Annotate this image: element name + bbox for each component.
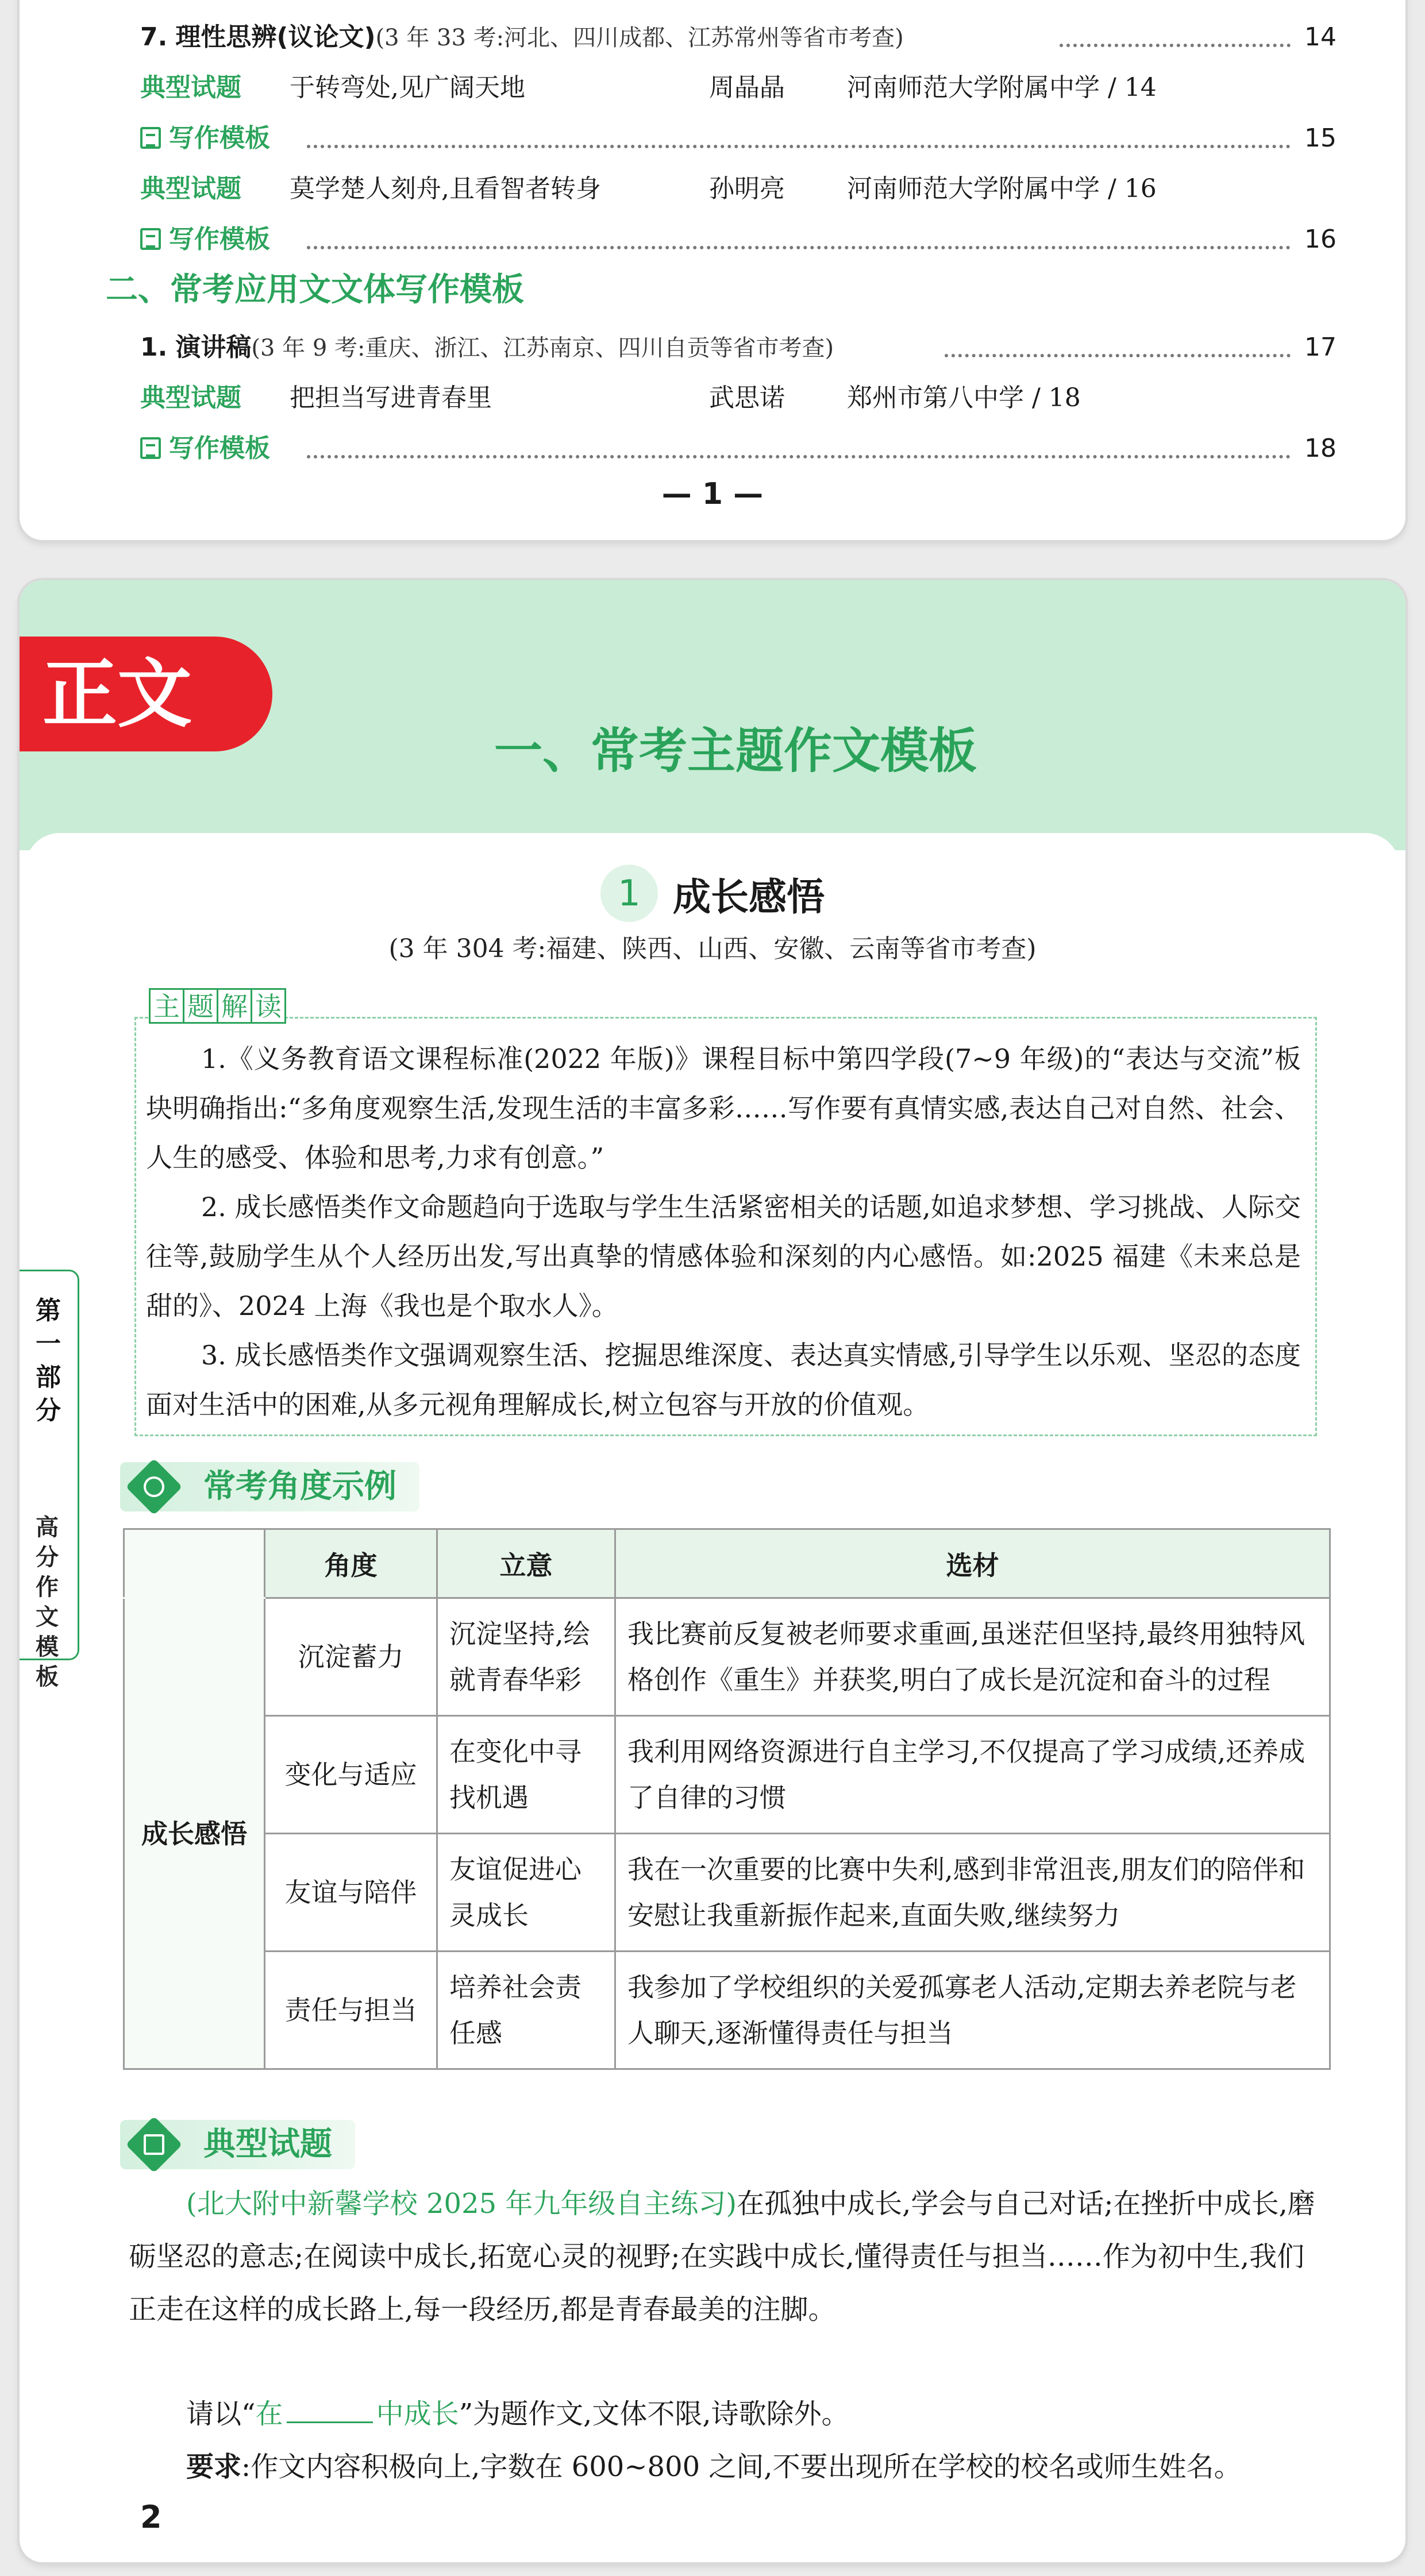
entry-note: (3 年 9 考:重庆、浙江、江苏南京、四川自贡等省市考查) xyxy=(251,335,834,361)
header-angle: 角度 xyxy=(265,1529,437,1598)
example-school: 河南师范大学附属中学 / 14 xyxy=(847,73,1157,102)
topic-title: 成长感悟 xyxy=(673,874,825,919)
table-row xyxy=(124,1716,1330,1834)
topic-header xyxy=(20,865,1405,928)
entry-number: 7. xyxy=(140,22,168,52)
dot-leader xyxy=(945,306,1291,357)
entry-page: 16 xyxy=(1304,225,1337,254)
entry-number: 1. xyxy=(140,333,168,362)
example-tag: 典型试题 xyxy=(140,73,241,102)
angle-cell: 变化与适应 xyxy=(265,1716,437,1834)
toc-template-entry[interactable] xyxy=(20,113,1405,164)
example-school: 河南师范大学附属中学 / 16 xyxy=(847,174,1157,203)
chat-icon xyxy=(126,1459,183,1515)
document-icon xyxy=(126,2116,183,2173)
toc-template-entry[interactable] xyxy=(20,214,1405,265)
page-number: 2 xyxy=(140,2499,162,2535)
entry-title: 理性思辨(议论文) xyxy=(175,22,376,52)
angle-cell: 沉淀蓄力 xyxy=(265,1598,437,1716)
idea-cell: 培养社会责 任感 xyxy=(437,1952,615,2069)
example-author: 武思诺 xyxy=(709,383,785,412)
template-label: 写作模板 xyxy=(169,225,270,254)
example-source: (北大附中新馨学校 2025 年九年级自主练习) xyxy=(186,2188,737,2220)
idea-cell: 沉淀坚持,绘 就青春华彩 xyxy=(437,1598,615,1716)
title-blank xyxy=(287,2421,373,2423)
example-title: 把担当写进青春里 xyxy=(290,383,492,412)
template-icon xyxy=(140,127,161,149)
topic-number-badge: 1 xyxy=(600,865,658,922)
dot-leader xyxy=(307,97,1291,148)
material-cell: 我比赛前反复被老师要求重画,虽迷茫但坚持,最终用独特风格创作《重生》并获奖,明白了成长是沉淀和奋斗的过程 xyxy=(615,1598,1330,1716)
angles-table xyxy=(123,1528,1331,2070)
example-title: 于转弯处,见广阔天地 xyxy=(290,73,525,102)
entry-page: 14 xyxy=(1304,22,1337,52)
entry-page: 18 xyxy=(1304,434,1337,463)
section-side-tab[interactable] xyxy=(20,1270,79,1690)
angle-cell: 友谊与陪伴 xyxy=(265,1834,437,1952)
content-page xyxy=(20,580,1405,2562)
template-label: 写作模板 xyxy=(169,434,270,463)
example-author: 孙明亮 xyxy=(709,174,785,203)
topic-exam-note: (3 年 304 考:福建、陕西、山西、安徽、云南等省市考查) xyxy=(388,934,1037,963)
interpretation-paragraph: 1.《义务教育语文课程标准(2022 年版)》课程目标中第四学段(7~9 年级)的“表达与交流”板块明确指出:“多角度观察生活,发现生活的丰富多彩……写作要有真情实感,表达自己对自然、社会、人生的感受、体验和思考,力求有创意。” xyxy=(146,1043,1301,1173)
dot-leader xyxy=(307,198,1291,249)
dot-leader xyxy=(307,407,1291,458)
entry-page: 17 xyxy=(1304,333,1337,362)
example-title: 莫学楚人刻舟,且看智者转身 xyxy=(290,174,601,203)
interpretation-paragraph: 3. 成长感悟类作文强调观察生活、挖掘思维深度、表达真实情感,引导学生以乐观、坚忍的态度面对生活中的困难,从多元视角理解成长,树立包容与开放的价值观。 xyxy=(146,1340,1301,1420)
page-number: — 1 — xyxy=(661,477,764,511)
table-row xyxy=(124,1834,1330,1952)
material-cell: 我参加了学校组织的关爱孤寡老人活动,定期去养老院与老人聊天,逐渐懂得责任与担当 xyxy=(615,1952,1330,2069)
example-school: 郑州市第八中学 / 18 xyxy=(847,383,1081,412)
toc-template-entry[interactable] xyxy=(20,423,1405,475)
entry-title: 演讲稿 xyxy=(175,333,252,362)
example-tag: 典型试题 xyxy=(140,174,241,203)
table-row xyxy=(124,1952,1330,2069)
toc-entry[interactable] xyxy=(20,11,1405,63)
dot-leader xyxy=(1060,0,1291,47)
angle-cell: 责任与担当 xyxy=(265,1952,437,2069)
entry-page: 15 xyxy=(1304,124,1337,153)
idea-cell: 在变化中寻 找机遇 xyxy=(437,1716,615,1834)
example-author: 周晶晶 xyxy=(709,73,785,102)
template-label: 写作模板 xyxy=(169,124,270,153)
essay-requirements: 要求:作文内容积极向上,字数在 600~800 之间,不要出现所在学校的校名或师生姓名。 xyxy=(186,2451,1242,2483)
body-tag: 正文 xyxy=(20,637,272,751)
side-tab-title: 高分作文模板 xyxy=(36,1514,59,1690)
angles-heading: 常考角度示例 xyxy=(120,1462,419,1511)
header-idea: 立意 xyxy=(437,1529,615,1598)
template-icon xyxy=(140,437,161,459)
idea-cell: 友谊促进心 灵成长 xyxy=(437,1834,615,1952)
requirements-label: 要求 xyxy=(186,2451,242,2483)
entry-note: (3 年 33 考:河北、四川成都、江苏常州等省市考查) xyxy=(375,25,904,51)
interpretation-paragraph: 2. 成长感悟类作文命题趋向于选取与学生生活紧密相关的话题,如追求梦想、学习挑战、人际交往等,鼓励学生从个人经历出发,写出真挚的情感体验和深刻的内心感悟。如:2025 福建《未来总是甜的》、2024 上海《我也是个取水人》。 xyxy=(146,1191,1301,1321)
example-passage xyxy=(129,2177,1330,2336)
interpretation-label: 主 题 解 读 xyxy=(149,988,284,1024)
header-material: 选材 xyxy=(615,1529,1330,1598)
side-tab-part: 第一部分 xyxy=(36,1296,61,1425)
table-row xyxy=(124,1598,1330,1716)
example-heading: 典型试题 xyxy=(120,2120,355,2169)
template-icon xyxy=(140,228,161,250)
example-text: 在孤独中成长,学会与自己对话;在挫折中成长,磨砺坚忍的意志;在阅读中成长,拓宽心灵的视野;在实践中成长,懂得责任与担当……作为初中生,我们正走在这样的成长路上,每一段经历,都是青春最美的注脚。 xyxy=(129,2188,1315,2326)
example-tag: 典型试题 xyxy=(140,383,241,412)
material-cell: 我在一次重要的比赛中失利,感到非常沮丧,朋友们的陪伴和安慰让我重新振作起来,直面失败,继续努力 xyxy=(615,1834,1330,1952)
essay-prompt: 请以“在 中成长”为题作文,文体不限,诗歌除外。 xyxy=(186,2398,849,2430)
theme-cell: 成长感悟 xyxy=(124,1598,265,2069)
toc-page xyxy=(20,0,1405,540)
toc-entry[interactable] xyxy=(20,322,1405,373)
section-heading: 二、常考应用文文体写作模板 xyxy=(106,271,524,308)
material-cell: 我利用网络资源进行自主学习,不仅提高了学习成绩,还养成了自律的习惯 xyxy=(615,1716,1330,1834)
table-header-row xyxy=(124,1529,1330,1598)
page-heading: 一、常考主题作文模板 xyxy=(494,723,977,779)
